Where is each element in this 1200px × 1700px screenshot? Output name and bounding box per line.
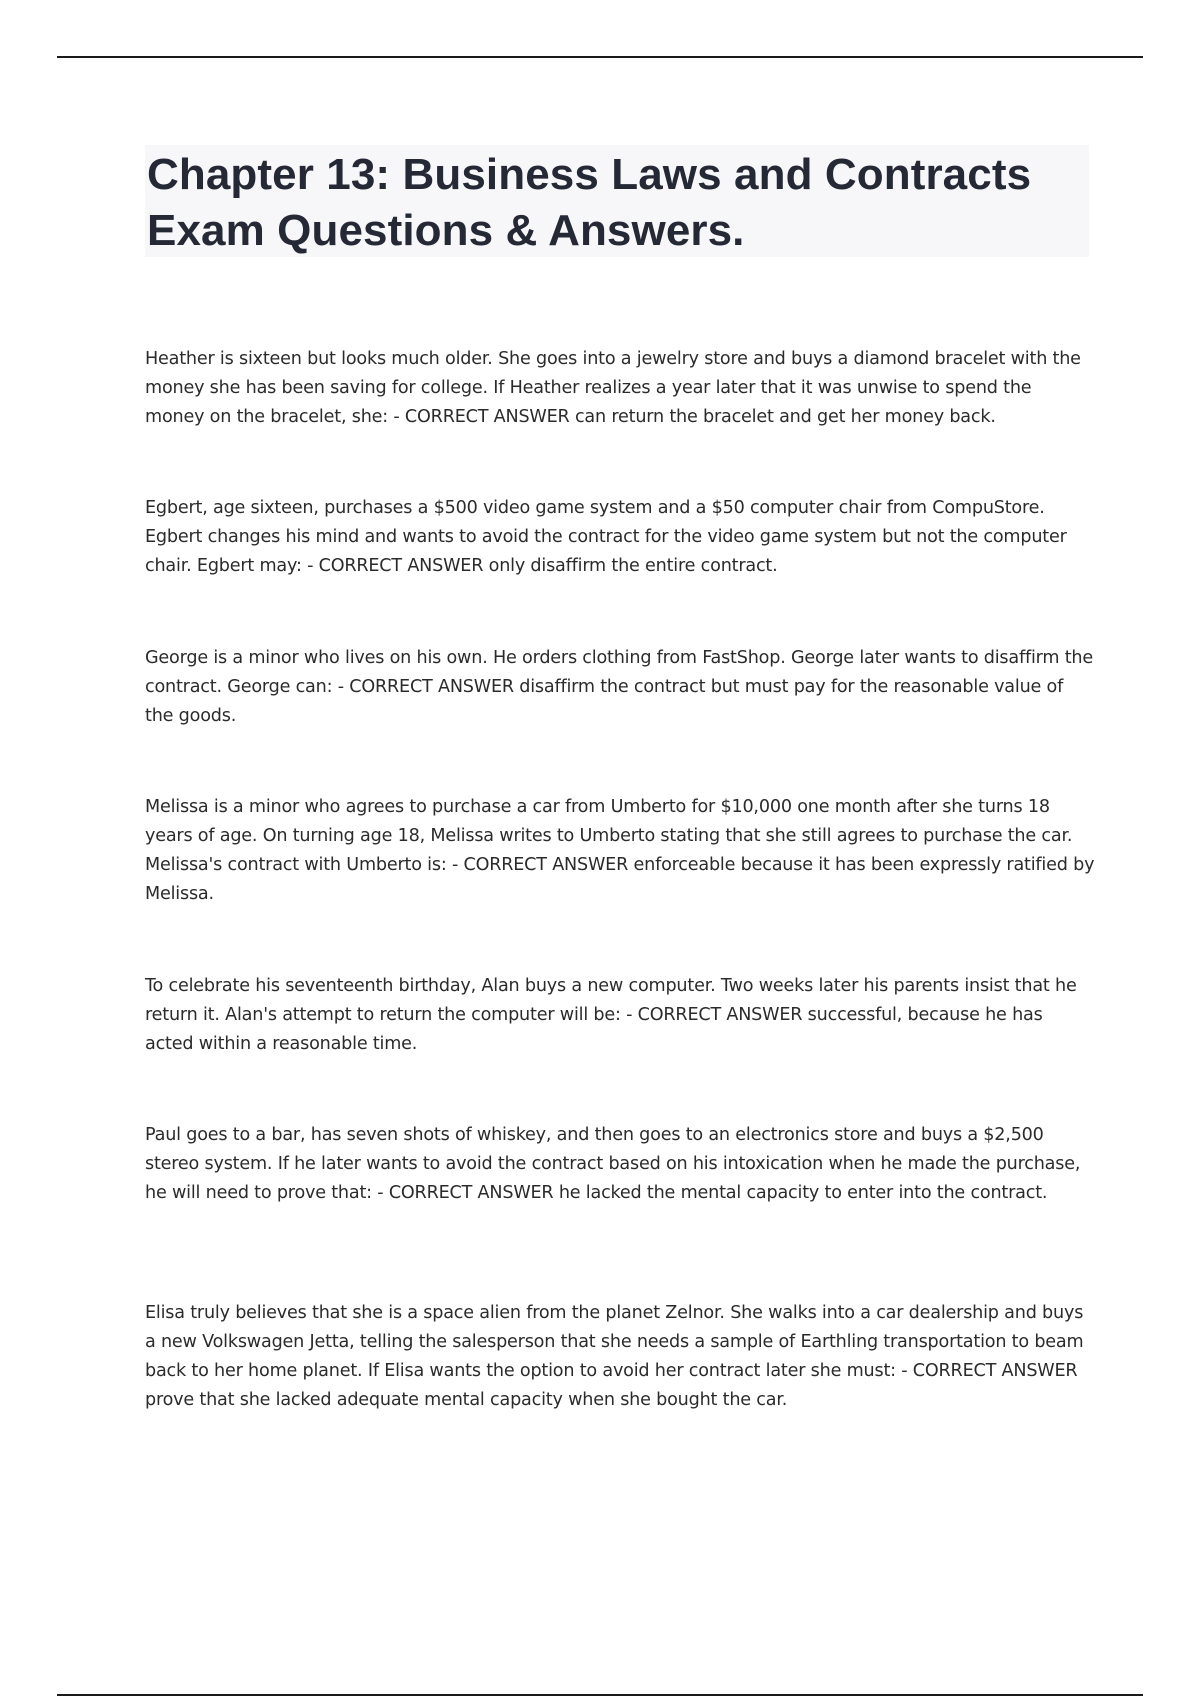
question-item: Melissa is a minor who agrees to purchase a car from Umberto for $10,000 one month after she turns 18 years of age. On turning age 18, Melissa writes to Umberto stating that she still agrees to purchase the car. Melissa's contract with Umberto is: - CORRECT ANSWER enforceable because it has been expressly ratified by Melissa. <box>145 797 1095 904</box>
footer-rule <box>57 1694 1143 1696</box>
question-item: Egbert, age sixteen, purchases a $500 video game system and a $50 computer chair from CompuStore. Egbert changes his mind and wants to avoid the contract for the video game system but not the computer chair. Egbert may: - CORRECT ANSWER only disaffirm the entire contract. <box>145 498 1067 576</box>
question-item: Heather is sixteen but looks much older. She goes into a jewelry store and buys a diamond bracelet with the money she has been saving for college. If Heather realizes a year later that it was unwise to spend the money on the bracelet, she: - CORRECT ANSWER can return the bracelet and get her money back. <box>145 349 1081 427</box>
question-item: George is a minor who lives on his own. He orders clothing from FastShop. George later wants to disaffirm the contract. George can: - CORRECT ANSWER disaffirm the contract but must pay for the reasonable value of the goods. <box>145 648 1093 726</box>
question-item: Elisa truly believes that she is a space alien from the planet Zelnor. She walks into a car dealership and buys a new Volkswagen Jetta, telling the salesperson that she needs a sample of Earthling transportation to beam back to her home planet. If Elisa wants the option to avoid her contract later she must: - CORRECT ANSWER prove that she lacked adequate mental capacity when she bought the car. <box>145 1303 1084 1410</box>
header-rule <box>57 56 1143 58</box>
page-title: Chapter 13: Business Laws and Contracts Exam Questions & Answers. <box>147 150 1032 255</box>
question-item: To celebrate his seventeenth birthday, Alan buys a new computer. Two weeks later his parents insist that he return it. Alan's attempt to return the computer will be: - CORRECT ANSWER successful, because he has acted within a reasonable time. <box>145 976 1077 1054</box>
title-block <box>145 145 1089 257</box>
question-item: Paul goes to a bar, has seven shots of whiskey, and then goes to an electronics store and buys a $2,500 stereo system. If he later wants to avoid the contract based on his intoxication when he made the purchase, he will need to prove that: - CORRECT ANSWER he lacked the mental capacity to enter into the contract. <box>145 1125 1081 1203</box>
